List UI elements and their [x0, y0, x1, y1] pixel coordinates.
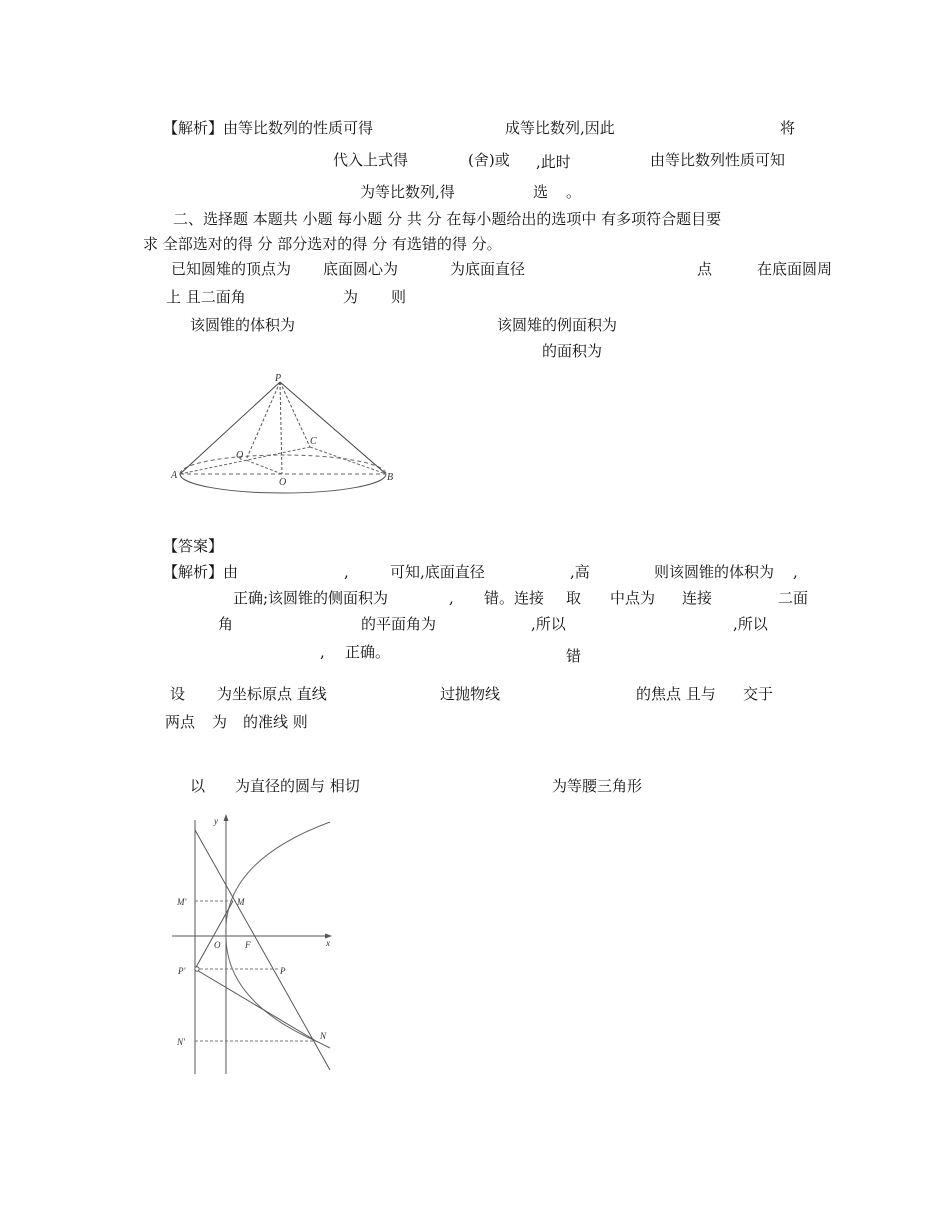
q2-option-b: 为等腰三角形 — [552, 777, 643, 795]
q2-line-1b: 为坐标原点 直线 — [217, 685, 327, 703]
parabola-figure — [170, 812, 340, 1074]
answer-line-4a: , — [320, 643, 325, 661]
q1-line-1b: 底面圆心为 — [323, 260, 399, 278]
q1-option-b: 该圆雉的例面积为 — [497, 316, 618, 334]
cone-label-q: Q — [236, 450, 244, 461]
answer-line-3d: ,所以 — [733, 615, 768, 633]
answer-line-1e: 则该圆锥的体积为 — [654, 563, 775, 581]
q1-option-d: 的面积为 — [542, 342, 603, 360]
answer-line-4c: 错 — [566, 647, 582, 665]
section-heading-line-2: 求 全部选对的得 分 部分选对的得 分 有选错的得 分。 — [143, 235, 502, 253]
parabola-label-p-prime: P' — [178, 966, 186, 976]
q2-option-a1: 以 — [190, 777, 206, 795]
answer-line-3a: 角 — [218, 615, 234, 633]
q2-option-a2: 为直径的圆与 相切 — [235, 777, 360, 795]
answer-line-1c: 可知,底面直径 — [390, 563, 485, 581]
cone-label-c: C — [310, 436, 317, 447]
q2-line-1e: 交于 — [743, 685, 774, 703]
analysis-line-3c: 。 — [566, 183, 582, 201]
answer-label: 【答案】 — [163, 537, 224, 555]
answer-line-1b: , — [344, 563, 349, 581]
q2-line-1d: 的焦点 且与 — [636, 685, 716, 703]
parabola-label-x: x — [326, 938, 330, 948]
answer-line-2b: , — [449, 589, 454, 607]
q2-line-1a: 设 — [170, 685, 186, 703]
answer-line-2e: 中点为 — [610, 589, 656, 607]
parabola-label-p: P — [280, 966, 286, 976]
analysis-line-2d: 由等比数列性质可知 — [650, 151, 786, 169]
parabola-label-o: O — [214, 940, 221, 950]
cone-figure — [160, 370, 400, 495]
q2-line-2a: 两点 — [165, 713, 196, 731]
answer-line-1f: , — [793, 563, 798, 581]
analysis-line-3a: 为等比数列,得 — [360, 183, 455, 201]
answer-line-2g: 二面 — [778, 589, 809, 607]
q1-option-a: 该圆锥的体积为 — [190, 316, 296, 334]
answer-line-2c: 错。连接 — [484, 589, 545, 607]
answer-line-2d: 取 — [566, 589, 582, 607]
cone-label-o: O — [279, 477, 287, 488]
cone-label-a: A — [171, 470, 178, 481]
parabola-label-n-prime: N' — [177, 1037, 185, 1047]
answer-line-3b: 的平面角为 — [361, 615, 437, 633]
q1-line-2c: 则 — [391, 288, 407, 306]
q1-line-1e: 在底面圆周 — [757, 260, 833, 278]
parabola-label-f: F — [245, 940, 251, 950]
parabola-label-m-prime: M' — [177, 897, 187, 907]
cone-label-p: P — [275, 373, 282, 384]
answer-line-2f: 连接 — [682, 589, 713, 607]
analysis-line-1a: 【解析】由等比数列的性质可得 — [163, 119, 374, 137]
q1-line-1a: 已知圆雉的顶点为 — [171, 260, 292, 278]
parabola-label-n: N — [320, 1031, 327, 1041]
q1-line-1d: 点 — [697, 260, 713, 278]
q1-line-1c: 为底面直径 — [450, 260, 526, 278]
analysis-line-1b: 成等比数列,因此 — [505, 119, 615, 137]
answer-line-2a: 正确;该圆锥的侧面积为 — [233, 589, 389, 607]
analysis-line-1c: 将 — [780, 119, 796, 137]
analysis-line-2c: ,此时 — [536, 153, 571, 171]
q2-line-2b: 为 — [212, 713, 228, 731]
q2-line-1c: 过抛物线 — [440, 685, 501, 703]
analysis-line-2a: 代入上式得 — [333, 151, 409, 169]
analysis-line-2b: (舍)或 — [468, 151, 510, 169]
cone-label-b: B — [387, 472, 394, 483]
q1-line-2a: 上 且二面角 — [166, 288, 246, 306]
parabola-label-y: y — [214, 816, 218, 826]
q2-line-2c: 的准线 则 — [243, 713, 308, 731]
answer-line-3c: ,所以 — [531, 615, 566, 633]
parabola-label-m: M — [237, 897, 245, 907]
answer-line-1d: ,高 — [570, 563, 590, 581]
analysis-line-3b: 选 — [533, 183, 549, 201]
q1-line-2b: 为 — [343, 288, 359, 306]
section-heading-line-1: 二、选择题 本题共 小题 每小题 分 共 分 在每小题给出的选项中 有多项符合题目要 — [173, 210, 722, 228]
answer-line-1a: 【解析】由 — [163, 563, 239, 581]
answer-line-4b: 正确。 — [345, 643, 391, 661]
